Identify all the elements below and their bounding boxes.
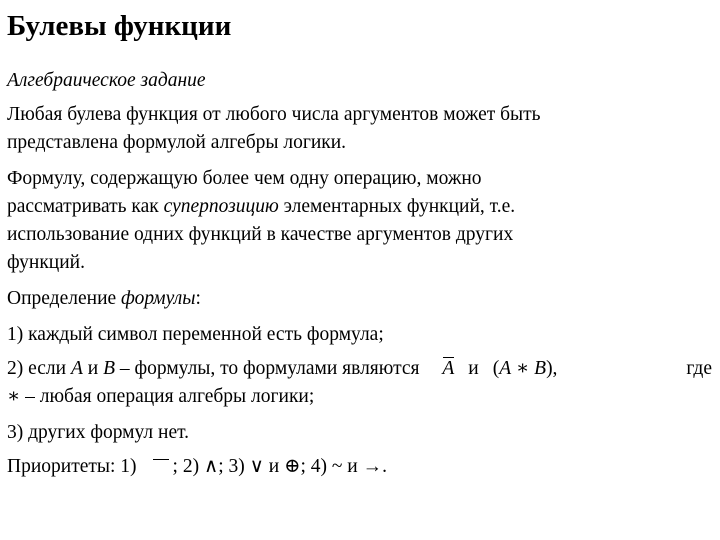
paren-open: ( — [492, 358, 500, 379]
superposition-term: суперпозицию — [163, 196, 279, 217]
priorities-label: Приоритеты: 1) — [7, 456, 137, 477]
paragraph-2-line-2-start: рассматривать как — [7, 196, 164, 217]
slide-title: Булевы функции — [7, 10, 232, 42]
negation-bar — [443, 357, 454, 358]
rule-2 — [7, 356, 712, 382]
priorities-list: ; 2) ∧; 3) ∨ и ⊕; 4) ~ и →. — [172, 456, 387, 477]
expr-a: A — [499, 358, 512, 379]
expr-b: B — [534, 358, 547, 379]
rule-2-middle: – формулы, то формулами являются — [115, 358, 425, 379]
negation-bar-symbol — [153, 459, 169, 460]
definition-heading — [7, 286, 201, 312]
definition-colon: : — [195, 288, 201, 309]
var-a: A — [70, 358, 83, 379]
definition-label: Определение — [7, 288, 122, 309]
rule-2-conjunction: и — [468, 358, 479, 379]
binary-expression — [493, 356, 558, 382]
rule-2-text — [7, 356, 424, 382]
rule-2-and: и — [82, 358, 104, 379]
paragraph-2-line-2 — [7, 194, 515, 220]
negated-a — [442, 356, 454, 382]
paragraph-2-line-1: Формулу, содержащую более чем одну операцию, можно — [7, 168, 482, 189]
rule-1: 1) каждый символ переменной есть формула; — [7, 324, 384, 345]
paren-close: ), — [546, 358, 558, 379]
negated-a-letter: A — [442, 358, 455, 379]
rule-2-where: где — [686, 358, 712, 379]
rule-2-continuation: ∗ – любая операция алгебры логики; — [7, 386, 315, 407]
formula-term: формулы — [121, 288, 196, 309]
var-b: B — [103, 358, 115, 379]
rule-3: 3) других формул нет. — [7, 422, 190, 443]
priorities-line — [7, 454, 387, 480]
rule-2-start: 2) если — [7, 358, 71, 379]
paragraph-1-line-2: представлена формулой алгебры логики. — [7, 132, 347, 153]
paragraph-2-line-4: функций. — [7, 252, 85, 273]
operation-symbol: ∗ — [511, 358, 535, 379]
paragraph-1-line-1: Любая булева функция от любого числа аргументов может быть — [7, 104, 541, 125]
paragraph-2-line-3: использование одних функций в качестве аргументов других — [7, 224, 514, 245]
paragraph-2-line-2-end: элементарных функций, т.е. — [278, 196, 516, 217]
subtitle: Алгебраическое задание — [7, 70, 206, 91]
